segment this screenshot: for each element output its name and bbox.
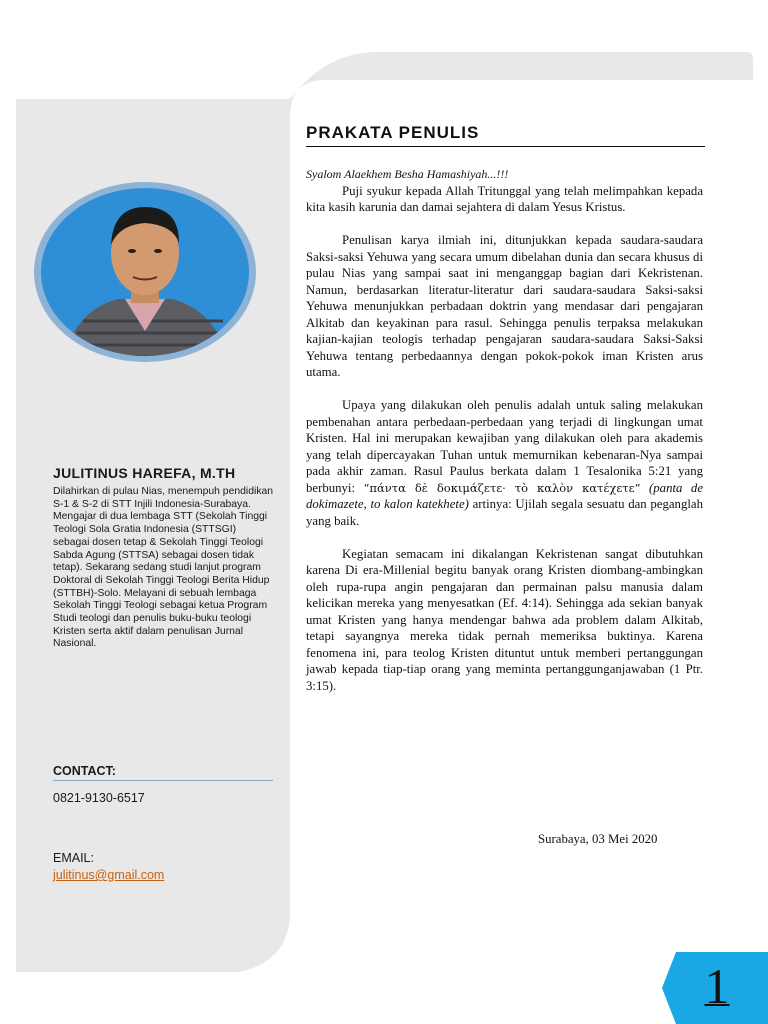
- paragraph-2: Penulisan karya ilmiah ini, ditunjukkan kepada saudara-saudara Saksi-saksi Yehuwa yang secara umum dibelahan dunia dan secara khusus di pulau Nias yang sampai saat ini menganggap bagian dari Kekristenan. Namun, berdasarkan literatur-literatur dari saudara-saudara Saksi-saksi Yehuwa menunjukkan perbadaan doktrin yang mendasar dari pengajaran Alkitab dan keyakinan para rasul. Sehingga penulis terpaksa melakukan kajian-kajian teologis terhadap pengajaran saudara-saudara Saksi-Saksi Yehuwa tentang perbedaannya dengan pokok-pokok iman Kristen arus utama.: [306, 233, 703, 379]
- greeting: Syalom Alaekhem Besha Hamashiyah...!!!: [306, 167, 509, 181]
- transliteration: (panta de dokimazete, to kalon katekhete): [306, 480, 703, 511]
- contact-divider: [53, 780, 273, 781]
- paragraph-3-start: Upaya yang dilakukan oleh penulis adalah untuk saling melakukan pembenahan antara perbedaan-perbedaan yang terjadi di lingkungan umat Kristen. Hal ini merupakan kewajiban yang dilakukan oleh para akademis yang telah dipercayakan Tuhan untuk memurnikan kebenaran-Nya sampai pada akhir zaman. Rasul Paulus berkata dalam 1 Tesalonika 5:21 yang berbunyi:: [306, 398, 703, 495]
- contact-heading: CONTACT:: [53, 764, 116, 778]
- paragraph-4: Kegiatan semacam ini dikalangan Kekristenan sangat dibutuhkan karena Di era-Millenial begitu banyak orang Kristen diombang-ambingkan oleh rupa-rupa angin pengajaran dan permainan palsu manusia dalam kelicikan mereka yang menyesatkan (Ef. 4:14). Sehingga ada sekian banyak umat Kristen yang hanya mendengar bahwa ada problem dalam Alkitab, tetapi sayangnya mereka tidak pernah memeriksa buktinya. Karena fenomena ini, para teolog Kristen dituntut untuk memberi pertanggungan jawab kepada tiap-tiap orang yang meminta pertanggunganjawaban (1 Ptr. 3:15).: [306, 546, 703, 693]
- author-bio: Dilahirkan di pulau Nias, menempuh pendidikan S-1 & S-2 di STT Injili Indonesia-Surabaya. Mengajar di dua lembaga STT (Sekolah Tinggi Teologi Sola Gratia Indonesia (STTSGI) sebagai dosen tetap & Sekolah Tinggi Teologi Sabda Agung (STTSA) sebagai dosen tidak tetap). Sekarang sedang studi lanjut program Doktoral di Sekolah Tinggi Teologi Berita Hidup (STTBH)-Solo. Melayani di sebuah lembaga Sekolah Tinggi Teologi sebagai ketua Program Studi teologi dan penulis buku-buku teologi Kristen serta aktif dalam penulisan Jurnal Nasional.: [53, 486, 274, 650]
- paragraph-3: [306, 397, 703, 529]
- greek-quote: “πάντα δὲ δοκιμάζετε· τὸ καλὸν κατέχετε”: [363, 480, 641, 495]
- paragraph-1: Puji syukur kepada Allah Tritunggal yang telah melimpahkan kepada kita kasih karunia dan damai sejahtera di dalam Yesus Kristus.: [306, 183, 703, 214]
- email-link[interactable]: julitinus@gmail.com: [53, 868, 165, 882]
- author-photo: [33, 181, 257, 363]
- page-title: PRAKATA PENULIS: [306, 123, 480, 142]
- title-divider: [306, 146, 705, 147]
- place-date: Surabaya, 03 Mei 2020: [538, 832, 658, 846]
- page-number: 1: [704, 958, 730, 1014]
- phone-number: 0821-9130-6517: [53, 791, 145, 805]
- paragraph-3-end: artinya: Ujilah segala sesuatu dan peganglah yang baik.: [306, 497, 703, 528]
- preface-body: [306, 166, 703, 694]
- author-name: JULITINUS HAREFA, M.TH: [53, 465, 236, 481]
- email-label: EMAIL:: [53, 851, 94, 865]
- page-number-badge: [662, 952, 768, 1024]
